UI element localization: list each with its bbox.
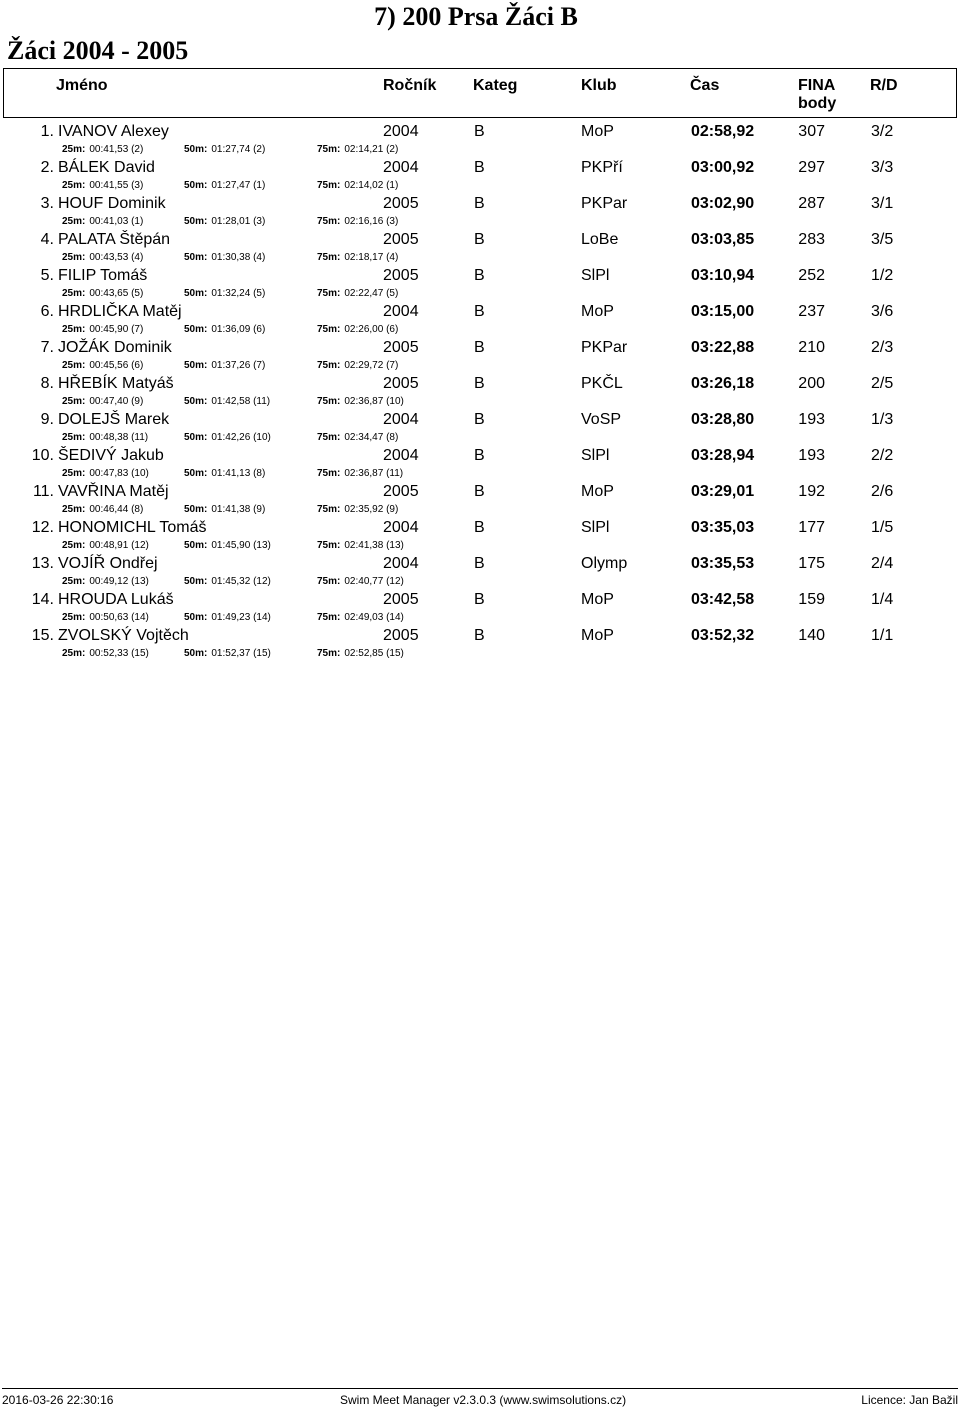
category: B [474, 267, 485, 284]
club: MoP [581, 483, 614, 500]
split-75m [317, 180, 398, 191]
split-50m [184, 504, 265, 515]
split-25m [62, 432, 148, 443]
heat-lane: 2/6 [871, 483, 894, 500]
result-row [0, 375, 960, 411]
category: B [474, 303, 485, 320]
split-label: 75m: [317, 144, 341, 155]
split-label: 25m: [62, 180, 86, 191]
split-time: 02:14,02 (1) [344, 180, 399, 191]
split-label: 75m: [317, 576, 341, 587]
swimmer-name: PALATA Štěpán [58, 231, 171, 248]
split-time: 01:28,01 (3) [211, 216, 266, 227]
fina-points: 297 [798, 159, 825, 176]
club: PKPar [581, 339, 628, 356]
final-time: 03:28,94 [691, 447, 755, 464]
split-75m [317, 504, 398, 515]
result-row [0, 411, 960, 447]
split-label: 25m: [62, 216, 86, 227]
swimmer-name: HRDLIČKA Matěj [58, 303, 182, 320]
column-header-name: Jméno [56, 77, 108, 94]
heat-lane: 3/3 [871, 159, 894, 176]
split-50m [184, 468, 265, 479]
split-25m [62, 612, 149, 623]
split-label: 50m: [184, 288, 208, 299]
heat-lane: 2/4 [871, 555, 894, 572]
split-time: 02:26,00 (6) [344, 324, 399, 335]
split-label: 25m: [62, 396, 86, 407]
split-25m [62, 540, 149, 551]
heat-lane: 1/3 [871, 411, 894, 428]
split-label: 75m: [317, 468, 341, 479]
fina-points: 175 [798, 555, 825, 572]
split-time: 00:48,38 (11) [89, 432, 149, 443]
column-header-category: Kateg [473, 77, 518, 94]
split-label: 50m: [184, 576, 208, 587]
split-75m [317, 468, 403, 479]
birth-year: 2005 [383, 231, 419, 248]
final-time: 03:29,01 [691, 483, 755, 500]
result-row [0, 303, 960, 339]
swimmer-name: FILIP Tomáš [58, 267, 148, 284]
result-rank: 1. [40, 123, 54, 140]
split-time: 02:18,17 (4) [344, 252, 399, 263]
category: B [474, 483, 485, 500]
heat-lane: 2/3 [871, 339, 894, 356]
split-time: 00:41,53 (2) [89, 144, 144, 155]
split-time: 02:52,85 (15) [344, 648, 404, 659]
split-label: 75m: [317, 396, 341, 407]
result-row [0, 339, 960, 375]
split-time: 00:41,55 (3) [89, 180, 144, 191]
final-time: 03:03,85 [691, 231, 755, 248]
club: VoSP [581, 411, 622, 428]
birth-year: 2004 [383, 123, 419, 140]
birth-year: 2005 [383, 483, 419, 500]
club: MoP [581, 627, 614, 644]
column-header-club: Klub [581, 77, 617, 94]
split-label: 75m: [317, 540, 341, 551]
split-label: 25m: [62, 612, 86, 623]
final-time: 03:35,53 [691, 555, 755, 572]
split-time: 00:46,44 (8) [89, 504, 144, 515]
split-50m [184, 216, 265, 227]
split-75m [317, 432, 398, 443]
fina-points: 200 [798, 375, 825, 392]
split-25m [62, 468, 149, 479]
split-75m [317, 288, 398, 299]
heat-lane: 1/2 [871, 267, 894, 284]
result-row [0, 159, 960, 195]
column-header-year: Ročník [383, 77, 437, 94]
split-time: 01:52,37 (15) [211, 648, 271, 659]
birth-year: 2005 [383, 627, 419, 644]
result-row [0, 483, 960, 519]
result-rank: 2. [40, 159, 54, 176]
birth-year: 2005 [383, 591, 419, 608]
heat-lane: 2/5 [871, 375, 894, 392]
split-time: 02:35,92 (9) [344, 504, 399, 515]
final-time: 02:58,92 [691, 123, 755, 140]
split-25m [62, 216, 143, 227]
split-25m [62, 180, 143, 191]
final-time: 03:42,58 [691, 591, 755, 608]
swimmer-name: HOUF Dominik [58, 195, 166, 212]
heat-lane: 3/1 [871, 195, 894, 212]
result-row [0, 447, 960, 483]
split-time: 00:49,12 (13) [89, 576, 149, 587]
category: B [474, 555, 485, 572]
split-time: 02:36,87 (10) [344, 396, 404, 407]
split-25m [62, 576, 149, 587]
category: B [474, 591, 485, 608]
split-label: 50m: [184, 216, 208, 227]
split-25m [62, 324, 143, 335]
club: LoBe [581, 231, 619, 248]
split-label: 50m: [184, 432, 208, 443]
split-time: 00:45,90 (7) [89, 324, 144, 335]
final-time: 03:00,92 [691, 159, 755, 176]
footer-licence: Licence: Jan Bažil [861, 1393, 958, 1407]
heat-lane: 3/6 [871, 303, 894, 320]
heat-lane: 3/5 [871, 231, 894, 248]
split-label: 50m: [184, 612, 208, 623]
heat-lane: 1/4 [871, 591, 894, 608]
split-50m [184, 576, 271, 587]
split-50m [184, 252, 265, 263]
fina-points: 237 [798, 303, 825, 320]
result-row [0, 555, 960, 591]
split-time: 00:43,65 (5) [89, 288, 144, 299]
split-label: 25m: [62, 648, 86, 659]
birth-year: 2004 [383, 555, 419, 572]
split-label: 25m: [62, 360, 86, 371]
category: B [474, 159, 485, 176]
split-label: 75m: [317, 324, 341, 335]
club: MoP [581, 591, 614, 608]
birth-year: 2005 [383, 339, 419, 356]
heat-lane: 3/2 [871, 123, 894, 140]
split-25m [62, 360, 143, 371]
footer-timestamp: 2016-03-26 22:30:16 [2, 1393, 114, 1407]
split-25m [62, 396, 143, 407]
result-rank: 6. [40, 303, 54, 320]
result-rank: 13. [31, 555, 54, 572]
split-label: 25m: [62, 252, 86, 263]
birth-year: 2005 [383, 195, 419, 212]
split-label: 25m: [62, 576, 86, 587]
birth-year: 2004 [383, 519, 419, 536]
swimmer-name: HONOMICHL Tomáš [58, 519, 207, 536]
split-label: 75m: [317, 648, 341, 659]
result-rank: 4. [40, 231, 54, 248]
split-time: 01:27,47 (1) [211, 180, 266, 191]
split-50m [184, 288, 265, 299]
split-time: 01:37,26 (7) [211, 360, 266, 371]
split-time: 02:14,21 (2) [344, 144, 399, 155]
birth-year: 2004 [383, 159, 419, 176]
result-rank: 7. [40, 339, 54, 356]
club: PKČL [581, 375, 623, 392]
swimmer-name: HŘEBÍK Matyáš [58, 375, 174, 392]
split-label: 50m: [184, 648, 208, 659]
fina-points: 252 [798, 267, 825, 284]
split-75m [317, 612, 404, 623]
final-time: 03:52,32 [691, 627, 755, 644]
fina-points: 307 [798, 123, 825, 140]
split-label: 50m: [184, 540, 208, 551]
split-label: 50m: [184, 504, 208, 515]
split-75m [317, 648, 404, 659]
split-time: 02:40,77 (12) [344, 576, 404, 587]
split-time: 00:50,63 (14) [89, 612, 149, 623]
split-50m [184, 144, 265, 155]
swimmer-name: JOŽÁK Dominik [58, 339, 172, 356]
split-time: 02:41,38 (13) [344, 540, 404, 551]
category: B [474, 519, 485, 536]
swimmer-name: ZVOLSKÝ Vojtěch [58, 627, 189, 644]
split-label: 75m: [317, 360, 341, 371]
birth-year: 2004 [383, 411, 419, 428]
result-rank: 14. [31, 591, 54, 608]
club: MoP [581, 303, 614, 320]
column-header-fina-points: body [798, 95, 837, 112]
split-time: 01:42,58 (11) [211, 396, 271, 407]
category: B [474, 411, 485, 428]
split-25m [62, 504, 143, 515]
heat-lane: 1/5 [871, 519, 894, 536]
split-label: 25m: [62, 432, 86, 443]
result-rank: 5. [40, 267, 54, 284]
split-time: 00:47,40 (9) [89, 396, 144, 407]
final-time: 03:22,88 [691, 339, 755, 356]
result-rank: 12. [31, 519, 54, 536]
fina-points: 159 [798, 591, 825, 608]
split-25m [62, 648, 149, 659]
results-table-header [3, 68, 957, 118]
birth-year: 2004 [383, 447, 419, 464]
split-25m [62, 252, 143, 263]
final-time: 03:15,00 [691, 303, 755, 320]
split-label: 75m: [317, 432, 341, 443]
split-50m [184, 324, 265, 335]
split-label: 50m: [184, 468, 208, 479]
split-label: 25m: [62, 540, 86, 551]
split-75m [317, 252, 398, 263]
final-time: 03:26,18 [691, 375, 755, 392]
column-header-time: Čas [690, 77, 720, 94]
split-label: 25m: [62, 144, 86, 155]
result-rank: 10. [31, 447, 54, 464]
birth-year: 2004 [383, 303, 419, 320]
split-label: 50m: [184, 180, 208, 191]
column-header-rd: R/D [870, 77, 898, 94]
fina-points: 177 [798, 519, 825, 536]
split-time: 02:34,47 (8) [344, 432, 399, 443]
birth-year: 2005 [383, 375, 419, 392]
split-50m [184, 432, 271, 443]
swimmer-name: HROUDA Lukáš [58, 591, 174, 608]
fina-points: 140 [798, 627, 825, 644]
swimmer-name: ŠEDIVÝ Jakub [58, 447, 164, 464]
split-50m [184, 612, 271, 623]
result-row [0, 627, 960, 663]
column-header-fina: FINA [798, 77, 836, 94]
split-time: 01:45,32 (12) [211, 576, 271, 587]
club: SlPl [581, 519, 610, 536]
result-row [0, 231, 960, 267]
heat-lane: 1/1 [871, 627, 894, 644]
split-time: 02:36,87 (11) [344, 468, 404, 479]
split-time: 01:45,90 (13) [211, 540, 271, 551]
swimmer-name: VOJÍŘ Ondřej [58, 555, 158, 572]
category: B [474, 195, 485, 212]
swimmer-name: DOLEJŠ Marek [58, 411, 170, 428]
footer-software: Swim Meet Manager v2.3.0.3 (www.swimsolutions.cz) [340, 1393, 627, 1407]
split-25m [62, 288, 143, 299]
split-time: 02:22,47 (5) [344, 288, 399, 299]
final-time: 03:10,94 [691, 267, 755, 284]
split-time: 02:49,03 (14) [344, 612, 404, 623]
category: B [474, 447, 485, 464]
result-row [0, 195, 960, 231]
split-label: 50m: [184, 252, 208, 263]
split-label: 75m: [317, 252, 341, 263]
split-time: 01:49,23 (14) [211, 612, 271, 623]
club: MoP [581, 123, 614, 140]
result-row [0, 123, 960, 159]
result-rank: 3. [40, 195, 54, 212]
split-time: 02:29,72 (7) [344, 360, 399, 371]
split-label: 50m: [184, 144, 208, 155]
result-row [0, 267, 960, 303]
split-label: 75m: [317, 216, 341, 227]
result-rank: 15. [31, 627, 54, 644]
split-time: 00:41,03 (1) [89, 216, 144, 227]
event-title: 7) 200 Prsa Žáci B [374, 2, 578, 31]
club: Olymp [581, 555, 628, 572]
fina-points: 283 [798, 231, 825, 248]
swimmer-name: BÁLEK David [58, 159, 155, 176]
split-label: 25m: [62, 324, 86, 335]
result-row [0, 519, 960, 555]
fina-points: 193 [798, 447, 825, 464]
split-75m [317, 324, 398, 335]
split-75m [317, 144, 398, 155]
final-time: 03:02,90 [691, 195, 755, 212]
category: B [474, 123, 485, 140]
split-75m [317, 540, 404, 551]
split-75m [317, 396, 404, 407]
swimmer-name: VAVŘINA Matěj [58, 483, 169, 500]
split-time: 00:47,83 (10) [89, 468, 149, 479]
split-time: 00:43,53 (4) [89, 252, 144, 263]
split-label: 25m: [62, 504, 86, 515]
fina-points: 210 [798, 339, 825, 356]
split-label: 75m: [317, 612, 341, 623]
split-time: 01:30,38 (4) [211, 252, 266, 263]
category: B [474, 627, 485, 644]
split-50m [184, 396, 270, 407]
split-label: 50m: [184, 324, 208, 335]
result-row [0, 591, 960, 627]
split-time: 00:48,91 (12) [89, 540, 149, 551]
fina-points: 193 [798, 411, 825, 428]
club: PKPar [581, 195, 628, 212]
split-50m [184, 360, 265, 371]
final-time: 03:35,03 [691, 519, 755, 536]
fina-points: 192 [798, 483, 825, 500]
split-label: 75m: [317, 504, 341, 515]
category: B [474, 375, 485, 392]
club: SlPl [581, 267, 610, 284]
fina-points: 287 [798, 195, 825, 212]
split-75m [317, 360, 398, 371]
split-label: 25m: [62, 288, 86, 299]
category: B [474, 339, 485, 356]
result-rank: 11. [32, 483, 54, 500]
result-rank: 8. [40, 375, 54, 392]
category-title: Žáci 2004 - 2005 [7, 36, 189, 65]
split-time: 01:42,26 (10) [211, 432, 271, 443]
page-footer [2, 1388, 958, 1409]
split-time: 01:32,24 (5) [211, 288, 266, 299]
split-50m [184, 648, 271, 659]
split-time: 01:27,74 (2) [211, 144, 266, 155]
split-label: 50m: [184, 396, 208, 407]
birth-year: 2005 [383, 267, 419, 284]
split-label: 50m: [184, 360, 208, 371]
split-label: 75m: [317, 288, 341, 299]
split-75m [317, 216, 398, 227]
split-label: 25m: [62, 468, 86, 479]
split-time: 00:52,33 (15) [89, 648, 149, 659]
split-50m [184, 180, 265, 191]
club: PKPří [581, 159, 623, 176]
club: SlPl [581, 447, 610, 464]
split-time: 01:41,38 (9) [211, 504, 266, 515]
split-label: 75m: [317, 180, 341, 191]
split-75m [317, 576, 404, 587]
split-time: 02:16,16 (3) [344, 216, 399, 227]
category: B [474, 231, 485, 248]
result-rank: 9. [40, 411, 54, 428]
split-25m [62, 144, 143, 155]
split-time: 01:36,09 (6) [211, 324, 266, 335]
swimmer-name: IVANOV Alexey [58, 123, 169, 140]
split-time: 01:41,13 (8) [211, 468, 266, 479]
heat-lane: 2/2 [871, 447, 894, 464]
split-time: 00:45,56 (6) [89, 360, 144, 371]
final-time: 03:28,80 [691, 411, 755, 428]
split-50m [184, 540, 271, 551]
